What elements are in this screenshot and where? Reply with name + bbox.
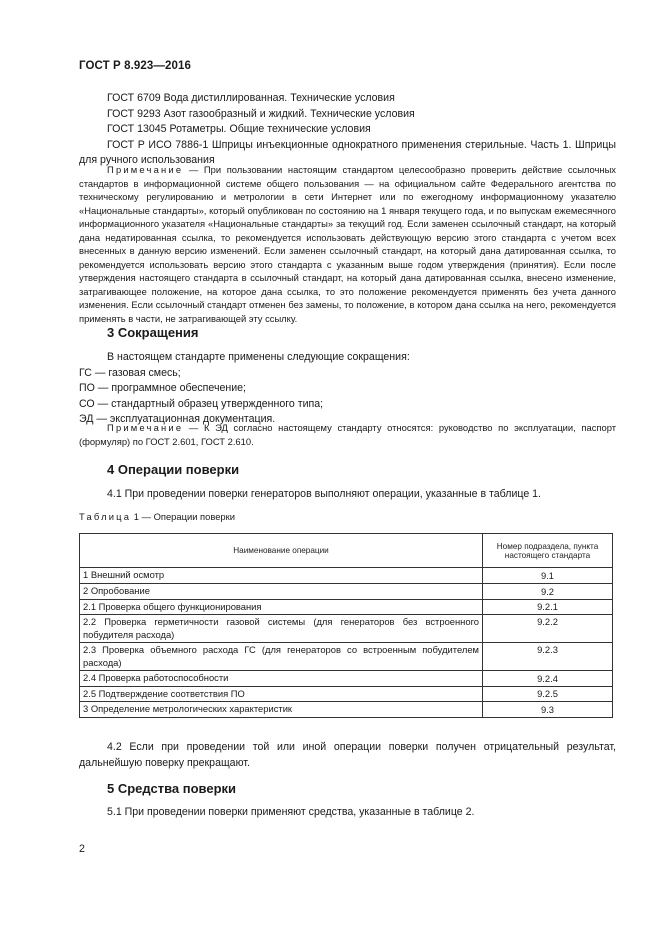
page-number: 2 <box>79 843 85 855</box>
abbreviation-item: ГС — газовая смесь; <box>79 366 181 379</box>
table-caption-label: Таблица <box>79 511 132 522</box>
table-row <box>80 568 613 584</box>
references-note <box>79 163 616 325</box>
table-row <box>80 599 613 615</box>
operation-name: 2.1 Проверка общего функционирования <box>80 599 483 615</box>
operation-section-number: 9.2 <box>483 584 613 600</box>
operation-section-number: 9.2.1 <box>483 599 613 615</box>
reference-item: ГОСТ 6709 Вода дистиллированная. Технические условия <box>107 92 395 104</box>
operation-name: 2.3 Проверка объемного расхода ГС (для генераторов со встроенным побудителем расхода) <box>80 643 483 671</box>
abbreviations-note <box>79 421 616 448</box>
table-header-operation: Наименование операции <box>80 534 483 568</box>
note-text: — К ЭД согласно настоящему стандарту относятся: руководство по эксплуатации, паспорт (формуляр) по ГОСТ 2.601, ГОСТ 2.610. <box>79 422 616 447</box>
abbreviation-item: СО — стандартный образец утвержденного типа; <box>79 397 324 410</box>
operation-section-number: 9.2.4 <box>483 671 613 687</box>
section-4-title: 4 Операции поверки <box>107 462 240 477</box>
section-5-paragraph-1: 5.1 При проведении поверки применяют средства, указанные в таблице 2. <box>107 806 475 818</box>
section-4-paragraph-1: 4.1 При проведении поверки генераторов выполняют операции, указанные в таблице 1. <box>107 488 541 500</box>
reference-item: ГОСТ 9293 Азот газообразный и жидкий. Технические условия <box>107 107 415 120</box>
operations-table <box>79 533 613 718</box>
table-row <box>80 686 613 702</box>
operation-name: 2.5 Подтверждение соответствия ПО <box>80 686 483 702</box>
abbreviation-item: ПО — программное обеспечение; <box>79 382 246 394</box>
operation-section-number: 9.1 <box>483 568 613 584</box>
document-id-header: ГОСТ Р 8.923—2016 <box>79 60 191 72</box>
reference-item: ГОСТ 13045 Ротаметры. Общие технические условия <box>107 123 371 135</box>
operation-section-number: 9.2.2 <box>483 615 613 643</box>
operation-name: 2.2 Проверка герметичности газовой системы (для генераторов без встроенного побудителя расхода) <box>80 615 483 643</box>
note-text: — При пользовании настоящим стандартом целесообразно проверить действие ссылочных стандартов в информационной системе общего пользования — на официальном сайте Федерального агентства по техническому регулированию и метрологии в сети Интернет или по ежегодному информационному указателю «Национальные стандарты», который опубликован по состоянию на 1 января текущего года, и по выпускам ежемесячного информационного указателя «Национальные стандарты» за текущий год. Если заменен ссылочный стандарт, на который дана недатированная ссылка, то рекомендуется использовать действующую версию этого стандарта с учетом всех внесенных в данную версию изменений. Если заменен ссылочный стандарт, на который дана датированная ссылка, то рекомендуется использовать версию этого стандарта с указанным выше годом утверждения (принятия). Если после утверждения настоящего стандарта в ссылочный стандарт, на который дана датированная ссылка, внесено изменение, затрагивающее положение, на которое дана ссылка, то это положение рекомендуется применять без учета данного изменения. Если ссылочный стандарт отменен без замены, то положение, в котором дана ссылка на него, рекомендуется применять в части, не затрагивающей эту ссылку. <box>79 164 616 324</box>
section-4-paragraph-2: 4.2 Если при проведении той или иной операции поверки получен отрицательный результат, дальнейшую поверку прекращают. <box>79 741 616 769</box>
table-row <box>80 702 613 718</box>
section-5-title: 5 Средства поверки <box>107 781 237 796</box>
reference-item: ГОСТ Р ИСО 7886-1 Шприцы инъекционные однократного применения стерильные. Часть 1. Шприцы для ручного использования <box>79 138 616 166</box>
operation-section-number: 9.2.3 <box>483 643 613 671</box>
abbreviation-item: ЭД — эксплуатационная документация. <box>79 413 276 425</box>
table-row <box>80 671 613 687</box>
table-row <box>80 615 613 643</box>
operation-section-number: 9.3 <box>483 702 613 718</box>
table-row <box>80 584 613 600</box>
abbreviations-intro: В настоящем стандарте применены следующие сокращения: <box>107 351 410 363</box>
operation-name: 1 Внешний осмотр <box>80 568 483 584</box>
table-caption-text: 1 — Операции поверки <box>131 511 235 522</box>
operation-name: 2.4 Проверка работоспособности <box>80 671 483 687</box>
table-1-caption <box>79 511 235 522</box>
section-3-title: 3 Сокращения <box>107 325 199 340</box>
operation-section-number: 9.2.5 <box>483 686 613 702</box>
operation-name: 3 Определение метрологических характеристик <box>80 702 483 718</box>
normative-references-list <box>79 91 616 169</box>
table-row <box>80 643 613 671</box>
note-label: Примечание <box>107 164 184 175</box>
note-label: Примечание <box>107 422 184 433</box>
operation-name: 2 Опробование <box>80 584 483 600</box>
abbreviations-list <box>79 350 616 428</box>
table-header-section-number: Номер подраздела, пункта настоящего стандарта <box>483 534 613 568</box>
